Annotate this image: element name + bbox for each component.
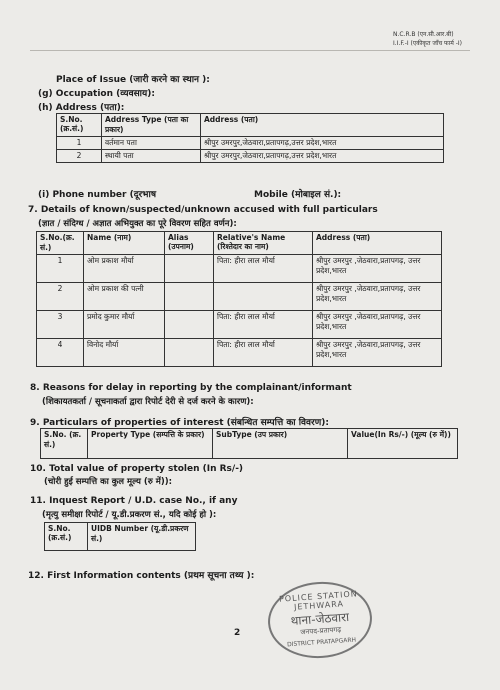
col-header: Property Type (सम्पत्ति के प्रकार) xyxy=(88,429,213,459)
col-header: S.No. (क्र. सं.) xyxy=(41,429,88,459)
reasons-subheading: (शिकायतकर्ता / सूचनाकर्ता द्वारा रिपोर्ट देरी से दर्ज करने के कारण): xyxy=(42,397,254,407)
table-row xyxy=(37,311,442,339)
table-header-row xyxy=(41,429,458,459)
table-cell: ओम प्रकाश की पत्नी xyxy=(84,283,165,311)
table-cell xyxy=(165,283,214,311)
table-cell: श्रीपुर उमरपुर,जेठवारा,प्रतापगढ़,उत्तर प्रदेश,भारत xyxy=(201,150,444,163)
col-header: Name (नाम) xyxy=(84,232,165,255)
table-cell: प्रमोद कुमार मौर्या xyxy=(84,311,165,339)
table-cell xyxy=(165,255,214,283)
table-cell xyxy=(165,311,214,339)
stamp-top-text: POLICE STATION JETHWARA xyxy=(278,589,359,612)
address-table xyxy=(56,113,444,163)
table-cell: श्रीपुर उमरपुर ,जेठवारा,प्रतापगढ़, उत्तर प्रदेश,भारत xyxy=(313,311,442,339)
properties-heading: 9. Particulars of properties of interest (संबन्धित सम्पत्ति का विवरण): xyxy=(30,418,329,428)
table-cell: श्रीपुर उमरपुर ,जेठवारा,प्रतापगढ़, उत्तर प्रदेश,भारत xyxy=(313,255,442,283)
table-cell: श्रीपुर उमरपुर ,जेठवारा,प्रतापगढ़, उत्तर प्रदेश,भारत xyxy=(313,339,442,367)
total-value-heading: 10. Total value of property stolen (In Rs/-) xyxy=(30,464,244,474)
col-header: UIDB Number (यू.डी.प्रकरण सं.) xyxy=(88,523,196,551)
inquest-subheading: (मृत्यु समीक्षा रिपोर्ट / यू.डी.प्रकरण सं., यदि कोई हो ): xyxy=(42,510,217,520)
page-number: 2 xyxy=(234,628,241,638)
table-cell: पिता: हीरा लाल मौर्या xyxy=(214,255,313,283)
col-header: Alias (उपनाम) xyxy=(165,232,214,255)
table-cell: 1 xyxy=(57,137,102,150)
stamp-middle-text: थाना-जेठवारा xyxy=(290,609,350,629)
stamp-sub-text: जनपद-प्रतापगढ़ xyxy=(300,625,342,637)
table-row xyxy=(37,255,442,283)
col-header: S.No. (क्र.सं.) xyxy=(57,114,102,137)
col-header: S.No. (क्र.सं.) xyxy=(45,523,88,551)
col-header: Address (पता) xyxy=(201,114,444,137)
table-header-row xyxy=(45,523,196,551)
table-cell: 4 xyxy=(37,339,84,367)
properties-table xyxy=(40,428,458,459)
fir-contents-heading: 12. First Information contents (प्रथम सूचना तथ्य ): xyxy=(28,571,255,581)
place-of-issue: Place of Issue (जारी करने का स्थान ): xyxy=(56,75,210,85)
col-header: Address Type (पता का प्रकार) xyxy=(102,114,201,137)
table-cell: श्रीपुर उमरपुर ,जेठवारा,प्रतापगढ़, उत्तर प्रदेश,भारत xyxy=(313,283,442,311)
mobile-label: Mobile (मोबाइल सं.): xyxy=(254,190,342,200)
stamp-bottom-text: DISTRICT PRATAPGARH xyxy=(286,636,357,649)
header-divider xyxy=(30,50,470,51)
table-header-row xyxy=(57,114,444,137)
table-cell: विनोद मौर्या xyxy=(84,339,165,367)
table-row xyxy=(57,137,444,150)
inquest-heading: 11. Inquest Report / U.D. case No., if any xyxy=(30,496,238,506)
table-cell: स्थायी पता xyxy=(102,150,201,163)
form-header xyxy=(393,30,462,48)
table-cell xyxy=(214,283,313,311)
table-row xyxy=(37,283,442,311)
table-row xyxy=(57,150,444,163)
table-header-row xyxy=(37,232,442,255)
accused-table xyxy=(36,231,442,367)
accused-subheading: (ज्ञात / संदिग्ध / अज्ञात अभियुक्त का पूरे विवरण सहित वर्णन): xyxy=(38,219,237,229)
table-cell: श्रीपुर उमरपुर,जेठवारा,प्रतापगढ़,उत्तर प्रदेश,भारत xyxy=(201,137,444,150)
table-row xyxy=(37,339,442,367)
header-line-1: N.C.R.B (एन.सी.आर.बी) xyxy=(392,31,454,38)
reasons-heading: 8. Reasons for delay in reporting by the complainant/informant xyxy=(30,383,352,393)
accused-heading: 7. Details of known/suspected/unknown accused with full particulars xyxy=(28,205,378,215)
col-header: SubType (उप प्रकार) xyxy=(213,429,348,459)
table-cell: 2 xyxy=(57,150,102,163)
police-station-stamp xyxy=(265,578,374,661)
table-cell: ओम प्रकाश मौर्या xyxy=(84,255,165,283)
table-cell: 2 xyxy=(37,283,84,311)
col-header: Relative's Name (रिश्तेदार का नाम) xyxy=(214,232,313,255)
total-value-subheading: (चोरी हुई सम्पत्ति का कुल मूल्य (रु में)): xyxy=(44,477,173,487)
inquest-table xyxy=(44,522,196,551)
occupation-label: (g) Occupation (व्यवसाय): xyxy=(38,89,155,99)
address-label: (h) Address (पता): xyxy=(38,103,125,113)
phone-label: (i) Phone number (दूरभाष xyxy=(38,190,157,200)
col-header: S.No.(क्र. सं.) xyxy=(37,232,84,255)
col-header: Address (पता) xyxy=(313,232,442,255)
table-cell: पिता: हीरा लाल मौर्या xyxy=(214,339,313,367)
table-cell: पिता: हीरा लाल मौर्या xyxy=(214,311,313,339)
table-cell: वर्तमान पता xyxy=(102,137,201,150)
table-cell: 3 xyxy=(37,311,84,339)
header-line-2: I.I.F.-I (एकीकृत जाँच फार्म -I) xyxy=(392,40,462,47)
table-cell xyxy=(165,339,214,367)
col-header: Value(In Rs/-) (मूल्य (रु में)) xyxy=(348,429,458,459)
table-cell: 1 xyxy=(37,255,84,283)
